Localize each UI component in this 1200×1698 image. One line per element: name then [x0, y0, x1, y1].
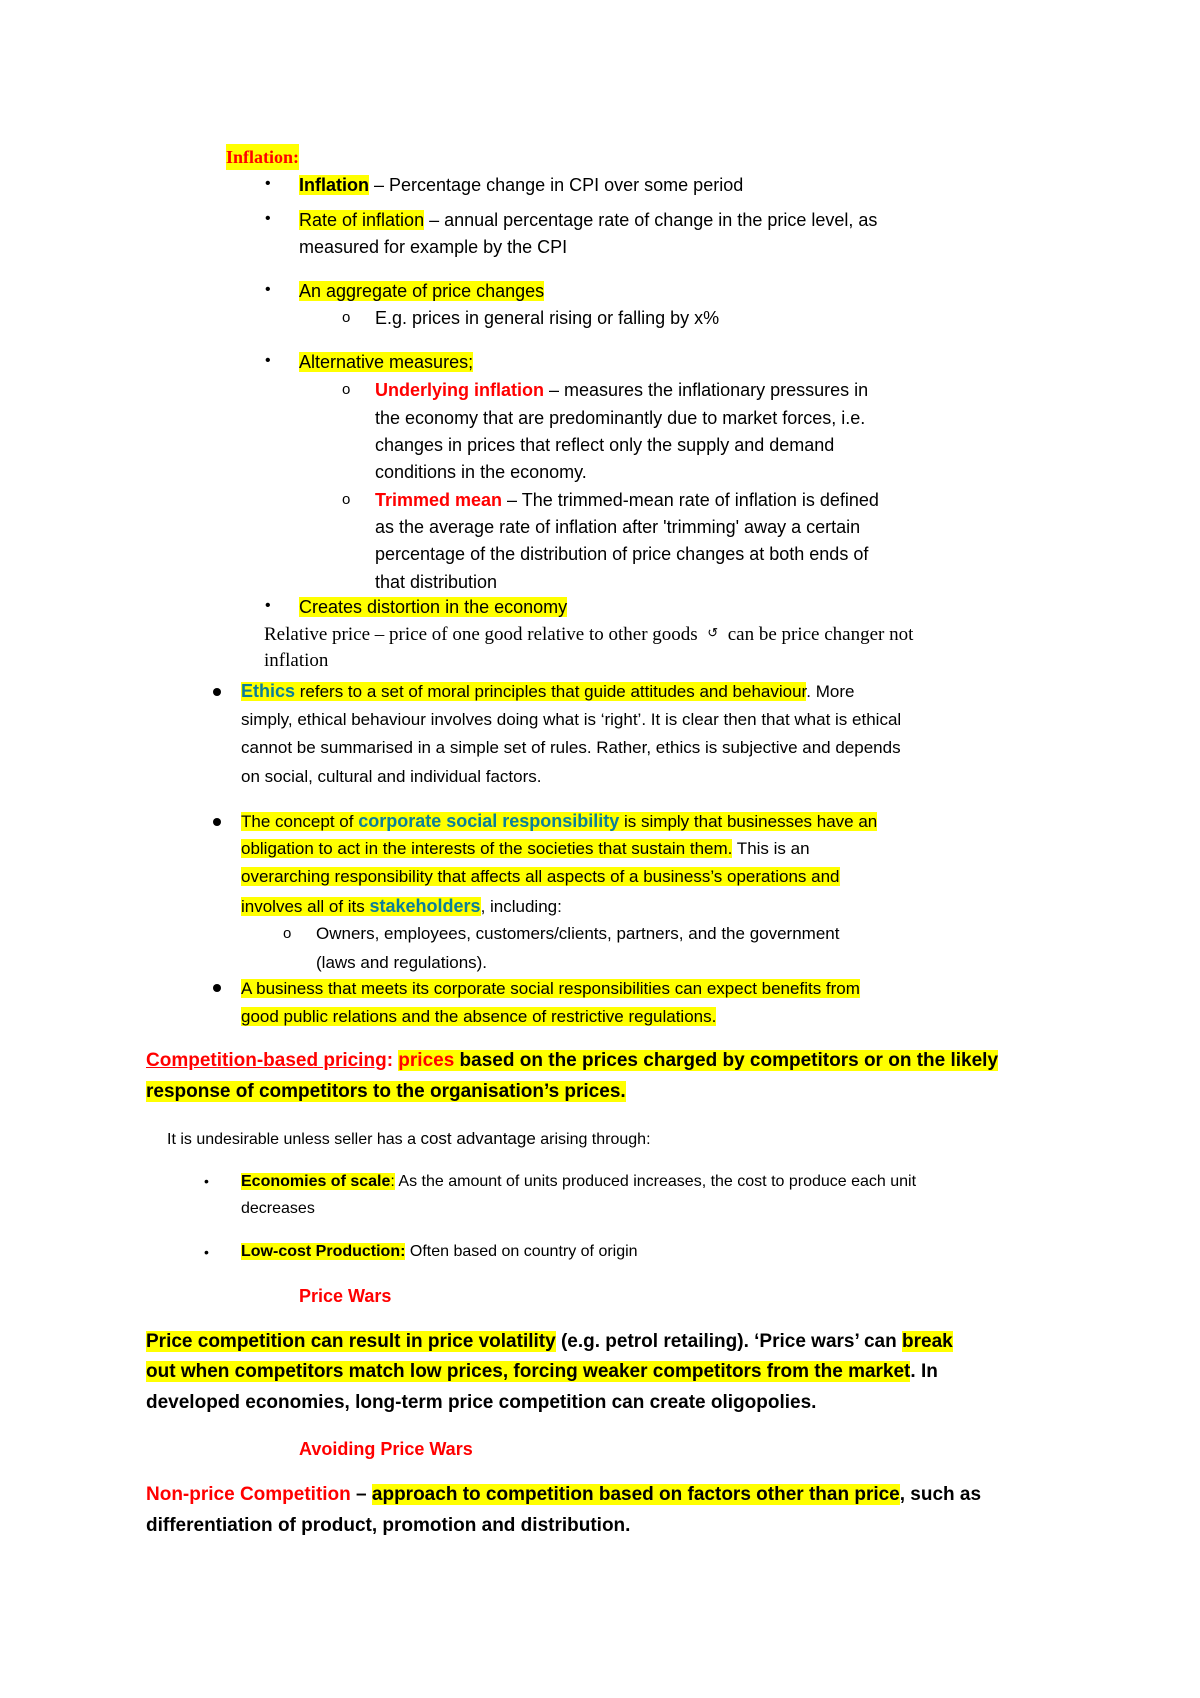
inflation-def-line — [299, 172, 743, 198]
bullet-dot-icon — [213, 818, 221, 826]
bullet-dot-icon — [213, 984, 221, 992]
ethics-text-1: refers to a set of moral principles that guide attitudes and behaviour — [295, 682, 807, 701]
inflation-def-text: – Percentage change in CPI over some period — [369, 175, 744, 195]
ethics-line-4: on social, cultural and individual factors. — [241, 767, 542, 786]
rate-of-inflation-line — [299, 207, 877, 233]
competition-prices: prices — [398, 1050, 455, 1071]
csr-line-3 — [241, 864, 840, 890]
csr-benefit-line-1 — [241, 976, 860, 1002]
competition-line-1 — [146, 1046, 998, 1076]
csr-benefit-1: A business that meets its corporate social responsibilities can expect benefits from — [241, 979, 860, 998]
avoiding-text-1b: , such as — [899, 1484, 982, 1505]
term-inflation: Inflation — [299, 175, 369, 195]
competition-colon: : — [386, 1050, 399, 1071]
underlying-line-3: changes in prices that reflect only the supply and demand — [375, 435, 835, 455]
csr-text-1b: is simply that businesses have an — [619, 812, 878, 831]
aggregate-sub: E.g. prices in general rising or falling by x% — [375, 308, 720, 328]
ethics-line-3: cannot be summarised in a simple set of rules. Rather, ethics is subjective and depends — [241, 738, 901, 757]
rate-text-1: – annual percentage rate of change in the price level, as — [424, 210, 878, 230]
ethics-line-2: simply, ethical behaviour involves doing what is ‘right’. It is clear then that what is ethical — [241, 710, 902, 729]
avoiding-dash: – — [350, 1484, 372, 1505]
csr-line-1 — [241, 808, 877, 835]
distortion-line — [299, 594, 567, 620]
low-cost-line — [241, 1239, 638, 1265]
bullet-icon: • — [265, 281, 271, 298]
term-underlying-inflation: Underlying inflation — [375, 380, 544, 400]
term-low-cost-production: Low-cost Production: — [241, 1243, 406, 1260]
bullet-icon: • — [265, 352, 271, 369]
bullet-icon: • — [265, 597, 271, 614]
term-rate-of-inflation: Rate of inflation — [299, 210, 425, 230]
csr-text-1a: The concept of — [241, 812, 359, 831]
csr-benefit-line-2 — [241, 1004, 716, 1030]
trimmed-text-0: – The trimmed-mean rate of inflation is defined — [502, 490, 879, 510]
cost-advantage: cost advantage — [420, 1129, 536, 1148]
bullet-icon: • — [265, 210, 271, 227]
competition-text-2: response of competitors to the organisation’s prices. — [146, 1081, 626, 1102]
alt-measures-text: Alternative measures; — [299, 352, 474, 372]
relative-price-line — [264, 620, 913, 648]
csr-benefit-2: good public relations and the absence of restrictive regulations. — [241, 1007, 717, 1026]
csr-line-4 — [241, 893, 562, 920]
ethics-line-1 — [241, 678, 854, 705]
avoiding-text-1a: approach to competition based on factors other than price — [371, 1484, 900, 1505]
avoiding-line-2: differentiation of product, promotion and distribution. — [146, 1515, 631, 1536]
sub-bullet-icon: o — [342, 381, 351, 398]
price-wars-line-3: developed economies, long-term price competition can create oligopolies. — [146, 1392, 817, 1413]
csr-text-4b: , including: — [480, 897, 562, 916]
economies-line-2: decreases — [241, 1200, 315, 1217]
term-trimmed-mean: Trimmed mean — [375, 490, 503, 510]
csr-text-3: overarching responsibility that affects all aspects of a business’s operations and — [241, 867, 840, 886]
csr-text-4a: involves all of its — [241, 897, 370, 916]
avoiding-heading: Avoiding Price Wars — [299, 1439, 473, 1459]
undesirable-text-a: It is undesirable unless seller has a — [167, 1131, 421, 1148]
pw-text-2a: out when competitors match low prices, forcing weaker competitors from the market — [146, 1361, 911, 1382]
arrow-icon: ↺ — [707, 625, 719, 640]
price-wars-heading: Price Wars — [299, 1286, 392, 1306]
sub-bullet-icon: o — [342, 491, 351, 508]
trimmed-line-1 — [375, 487, 879, 513]
csr-line-2 — [241, 836, 810, 862]
rate-text-2: measured for example by the CPI — [299, 237, 568, 257]
pw-text-1a: Price competition can result in price volatility — [146, 1331, 556, 1352]
term-ethics: Ethics — [241, 681, 296, 701]
trimmed-line-2: as the average rate of inflation after 'trimming' away a certain — [375, 517, 861, 537]
bullet-dot-icon — [213, 688, 221, 696]
inflation-heading: Inflation: — [226, 144, 299, 170]
csr-text-2b: This is an — [732, 839, 810, 858]
pw-text-2b: . In — [910, 1361, 938, 1382]
eos-colon: : — [390, 1173, 395, 1190]
term-economies-of-scale: Economies of scale — [241, 1173, 391, 1190]
distortion-text: Creates distortion in the economy — [299, 597, 568, 617]
trimmed-line-4: that distribution — [375, 572, 498, 592]
economies-line-1 — [241, 1169, 916, 1195]
bullet-icon: • — [204, 1244, 209, 1260]
lcp-text: Often based on country of origin — [405, 1243, 638, 1260]
csr-text-2a: obligation to act in the interests of the societies that sustain them. — [241, 839, 733, 858]
aggregate-line — [299, 278, 544, 304]
competition-text-1: based on the prices charged by competitors or on the likely — [454, 1050, 999, 1071]
csr-sub-line-1: Owners, employees, customers/clients, partners, and the government — [316, 924, 840, 943]
term-stakeholders: stakeholders — [369, 896, 481, 916]
competition-line-2 — [146, 1077, 626, 1107]
bullet-icon: • — [265, 175, 271, 192]
underlying-line-1 — [375, 377, 868, 403]
bullet-icon: • — [204, 1173, 209, 1189]
relative-text-a: Relative price – price of one good relative to other goods — [264, 624, 698, 645]
underlying-line-4: conditions in the economy. — [375, 462, 587, 482]
sub-bullet-icon: o — [283, 925, 292, 942]
csr-sub-line-2: (laws and regulations). — [316, 953, 488, 972]
term-csr: corporate social responsibility — [358, 811, 620, 831]
ethics-text-1b: . More — [806, 682, 855, 701]
relative-text-b: can be price changer not — [727, 624, 914, 645]
eos-text-1: As the amount of units produced increases, the cost to produce each unit — [394, 1173, 917, 1190]
aggregate-text: An aggregate of price changes — [299, 281, 545, 301]
undesirable-line — [167, 1126, 651, 1153]
alt-measures-line — [299, 349, 473, 375]
relative-price-line-2: inflation — [264, 650, 329, 671]
trimmed-line-3: percentage of the distribution of price changes at both ends of — [375, 544, 869, 564]
pw-text-1b: (e.g. petrol retailing). ‘Price wars’ can — [555, 1331, 903, 1352]
price-wars-line-2 — [146, 1357, 938, 1387]
sub-bullet-icon: o — [342, 309, 351, 326]
term-competition-based-pricing: Competition-based pricing — [146, 1050, 387, 1071]
price-wars-line-1 — [146, 1327, 953, 1357]
undesirable-text-c: arising through: — [535, 1131, 651, 1148]
underlying-text-0: – measures the inflationary pressures in — [544, 380, 869, 400]
term-non-price-competition: Non-price Competition — [146, 1484, 351, 1505]
avoiding-line-1 — [146, 1480, 981, 1510]
underlying-line-2: the economy that are predominantly due to market forces, i.e. — [375, 408, 866, 428]
pw-text-1c: break — [902, 1331, 953, 1352]
